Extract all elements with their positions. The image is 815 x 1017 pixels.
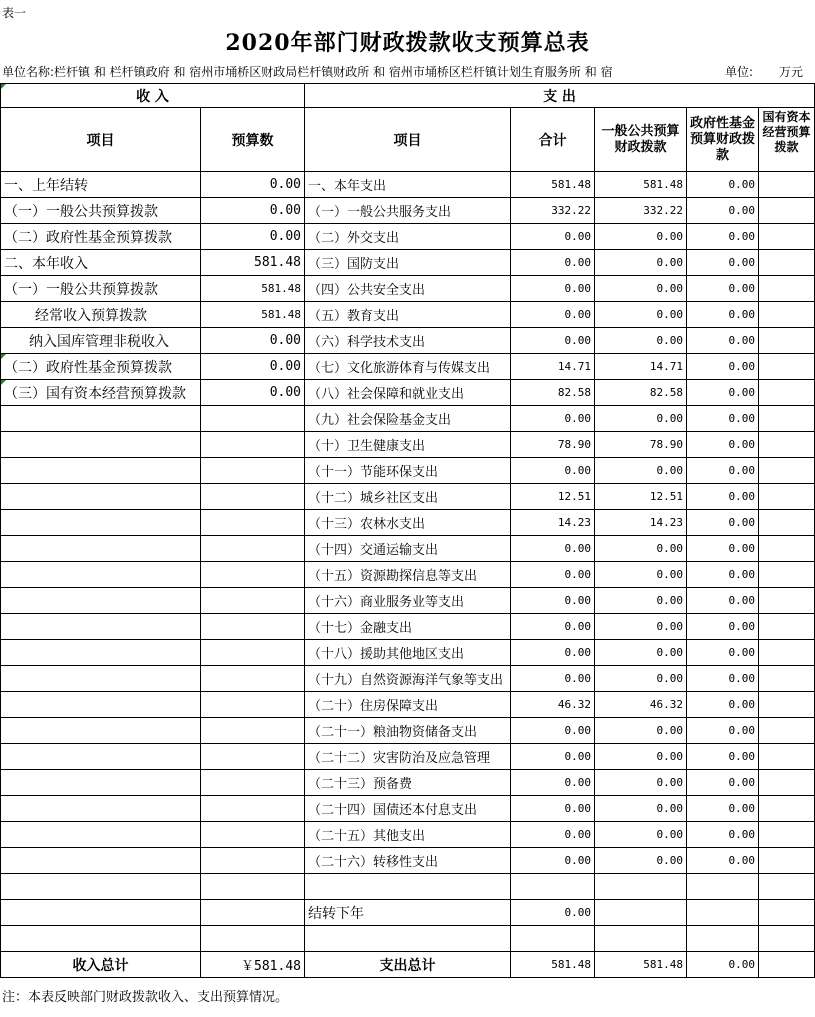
income-amount-cell: 0.00 (201, 328, 305, 354)
income-item-cell (1, 874, 201, 900)
state-capital-cell (759, 354, 815, 380)
general-budget-cell: 0.00 (595, 822, 687, 848)
state-capital-cell (759, 770, 815, 796)
income-item-cell (1, 926, 201, 952)
income-amount-cell (201, 510, 305, 536)
income-amount-cell (201, 692, 305, 718)
total-cell: 0.00 (511, 276, 595, 302)
general-budget-cell: 0.00 (595, 224, 687, 250)
total-cell: 12.51 (511, 484, 595, 510)
expense-item-cell: 结转下年 (305, 900, 511, 926)
table-row (1, 640, 815, 666)
expense-gov-fund-total-cell: 0.00 (687, 952, 759, 978)
expense-item-cell: （二十二）灾害防治及应急管理 (305, 744, 511, 770)
income-amount-cell (201, 848, 305, 874)
total-cell: 0.00 (511, 458, 595, 484)
gov-fund-cell: 0.00 (687, 770, 759, 796)
income-amount-cell: 0.00 (201, 380, 305, 406)
total-cell: 0.00 (511, 302, 595, 328)
general-budget-cell: 46.32 (595, 692, 687, 718)
table-row (1, 588, 815, 614)
state-capital-cell (759, 874, 815, 900)
expense-item-cell: （十一）节能环保支出 (305, 458, 511, 484)
income-item-cell (1, 432, 201, 458)
gov-fund-cell: 0.00 (687, 224, 759, 250)
income-amount-cell (201, 874, 305, 900)
income-amount-cell (201, 796, 305, 822)
general-budget-cell: 0.00 (595, 718, 687, 744)
general-budget-cell: 0.00 (595, 458, 687, 484)
income-item-cell (1, 458, 201, 484)
table-row (1, 198, 815, 224)
expense-item-cell: （六）科学技术支出 (305, 328, 511, 354)
general-budget-cell (595, 900, 687, 926)
state-capital-cell (759, 848, 815, 874)
state-capital-cell (759, 744, 815, 770)
income-total-value: ￥581.48 (201, 952, 305, 978)
state-capital-cell (759, 926, 815, 952)
income-amount-cell (201, 484, 305, 510)
income-amount-cell: 581.48 (201, 276, 305, 302)
total-cell (511, 926, 595, 952)
income-item-cell (1, 848, 201, 874)
gov-fund-cell: 0.00 (687, 848, 759, 874)
general-budget-cell: 0.00 (595, 666, 687, 692)
gov-fund-cell: 0.00 (687, 796, 759, 822)
budget-table-body (1, 84, 815, 978)
unit-names: 单位名称:栏杆镇 和 栏杆镇政府 和 宿州市埇桥区财政局栏杆镇财政所 和 宿州市埇桥区栏杆镇计划生育服务所 和 宿 (2, 65, 613, 79)
table-row (1, 744, 815, 770)
gov-fund-cell: 0.00 (687, 640, 759, 666)
unit-line (2, 63, 813, 80)
total-cell: 0.00 (511, 744, 595, 770)
state-capital-cell (759, 796, 815, 822)
expense-item-cell: （十六）商业服务业等支出 (305, 588, 511, 614)
income-item-header: 项目 (1, 108, 201, 172)
state-capital-cell (759, 614, 815, 640)
income-item-cell (1, 692, 201, 718)
table-row (1, 250, 815, 276)
gov-fund-cell: 0.00 (687, 172, 759, 198)
form-label: 表一 (2, 6, 27, 20)
income-item-cell (1, 588, 201, 614)
income-item-cell (1, 822, 201, 848)
table-row (1, 796, 815, 822)
expense-item-cell: （十八）援助其他地区支出 (305, 640, 511, 666)
table-row (1, 276, 815, 302)
income-amount-cell (201, 614, 305, 640)
income-item-cell: （二）政府性基金预算拨款 (1, 354, 201, 380)
table-row (1, 666, 815, 692)
income-item-cell (1, 484, 201, 510)
state-capital-cell (759, 328, 815, 354)
income-amount-cell: 581.48 (201, 250, 305, 276)
gov-fund-cell: 0.00 (687, 328, 759, 354)
income-item-cell (1, 770, 201, 796)
expense-item-cell: （十）卫生健康支出 (305, 432, 511, 458)
state-capital-cell (759, 432, 815, 458)
gov-fund-cell: 0.00 (687, 822, 759, 848)
expense-item-cell (305, 926, 511, 952)
page-title: 2020年部门财政拨款收支预算总表 (225, 30, 590, 56)
gov-fund-cell: 0.00 (687, 744, 759, 770)
total-cell: 0.00 (511, 250, 595, 276)
gov-fund-cell: 0.00 (687, 692, 759, 718)
expense-item-cell: （二）外交支出 (305, 224, 511, 250)
state-capital-cell (759, 536, 815, 562)
total-cell: 0.00 (511, 614, 595, 640)
general-budget-cell: 12.51 (595, 484, 687, 510)
expense-item-cell: （二十一）粮油物资储备支出 (305, 718, 511, 744)
gov-fund-cell: 0.00 (687, 562, 759, 588)
total-cell: 46.32 (511, 692, 595, 718)
state-capital-cell (759, 692, 815, 718)
column-header-row (1, 108, 815, 172)
income-group-header: 收 入 (1, 84, 305, 108)
expense-item-cell: （二十）住房保障支出 (305, 692, 511, 718)
table-row (1, 354, 815, 380)
expense-item-cell: （十七）金融支出 (305, 614, 511, 640)
income-item-cell: （一）一般公共预算拨款 (1, 276, 201, 302)
income-amount-cell (201, 536, 305, 562)
total-cell: 332.22 (511, 198, 595, 224)
general-budget-cell: 78.90 (595, 432, 687, 458)
income-item-cell (1, 900, 201, 926)
expense-item-cell: 一、本年支出 (305, 172, 511, 198)
income-item-cell: （三）国有资本经营预算拨款 (1, 380, 201, 406)
state-capital-cell (759, 718, 815, 744)
state-capital-cell (759, 588, 815, 614)
cell-marker (1, 354, 6, 359)
total-cell: 0.00 (511, 822, 595, 848)
income-item-cell (1, 536, 201, 562)
total-cell (511, 874, 595, 900)
income-amount-cell: 0.00 (201, 224, 305, 250)
gov-fund-cell: 0.00 (687, 432, 759, 458)
gov-fund-cell: 0.00 (687, 380, 759, 406)
table-row (1, 510, 815, 536)
expense-item-cell: （十四）交通运输支出 (305, 536, 511, 562)
income-item-cell (1, 744, 201, 770)
state-capital-cell (759, 302, 815, 328)
expense-general-total-cell: 581.48 (595, 952, 687, 978)
expense-item-cell: （十三）农林水支出 (305, 510, 511, 536)
table-row (1, 718, 815, 744)
general-budget-cell: 581.48 (595, 172, 687, 198)
income-item-cell: 纳入国库管理非税收入 (1, 328, 201, 354)
expense-item-cell: （十五）资源勘探信息等支出 (305, 562, 511, 588)
expense-total-label: 支出总计 (305, 952, 511, 978)
income-item-cell: 二、本年收入 (1, 250, 201, 276)
general-budget-cell: 0.00 (595, 744, 687, 770)
income-amount-cell: 0.00 (201, 172, 305, 198)
state-capital-cell (759, 198, 815, 224)
cell-marker (1, 84, 6, 89)
expense-state-capital-total-cell (759, 952, 815, 978)
income-item-cell (1, 640, 201, 666)
expense-item-cell: （二十五）其他支出 (305, 822, 511, 848)
general-budget-cell (595, 926, 687, 952)
state-capital-cell (759, 640, 815, 666)
table-row (1, 692, 815, 718)
income-amount-cell (201, 744, 305, 770)
income-item-cell: 一、上年结转 (1, 172, 201, 198)
total-cell: 0.00 (511, 718, 595, 744)
gov-fund-cell (687, 900, 759, 926)
income-budget-header: 预算数 (201, 108, 305, 172)
expense-item-cell: （一）一般公共服务支出 (305, 198, 511, 224)
total-cell: 0.00 (511, 328, 595, 354)
expense-item-cell: （二十三）预备费 (305, 770, 511, 796)
table-row (1, 536, 815, 562)
income-item-cell (1, 510, 201, 536)
general-budget-header: 一般公共预算财政拨款 (595, 108, 687, 172)
state-capital-cell (759, 172, 815, 198)
total-cell: 0.00 (511, 406, 595, 432)
gov-fund-cell: 0.00 (687, 718, 759, 744)
total-cell: 0.00 (511, 640, 595, 666)
gov-fund-cell: 0.00 (687, 536, 759, 562)
table-row (1, 562, 815, 588)
total-cell: 0.00 (511, 562, 595, 588)
gov-fund-cell: 0.00 (687, 484, 759, 510)
general-budget-cell: 0.00 (595, 406, 687, 432)
expense-item-cell: （九）社会保险基金支出 (305, 406, 511, 432)
gov-fund-cell: 0.00 (687, 250, 759, 276)
state-capital-cell (759, 380, 815, 406)
total-cell: 0.00 (511, 848, 595, 874)
footnote: 注：本表反映部门财政拨款收入、支出预算情况。 (2, 990, 289, 1005)
expense-total-cell: 581.48 (511, 952, 595, 978)
gov-fund-cell: 0.00 (687, 666, 759, 692)
table-row (1, 380, 815, 406)
general-budget-cell: 332.22 (595, 198, 687, 224)
income-amount-cell (201, 770, 305, 796)
table-row (1, 172, 815, 198)
income-item-cell: （一）一般公共预算拨款 (1, 198, 201, 224)
state-capital-cell (759, 250, 815, 276)
gov-fund-cell: 0.00 (687, 276, 759, 302)
general-budget-cell: 0.00 (595, 614, 687, 640)
table-row (1, 328, 815, 354)
total-cell: 0.00 (511, 900, 595, 926)
total-cell: 0.00 (511, 588, 595, 614)
gov-fund-cell: 0.00 (687, 354, 759, 380)
expense-item-header: 项目 (305, 108, 511, 172)
unit-label: 单位: (724, 65, 753, 79)
total-cell: 78.90 (511, 432, 595, 458)
group-header-row (1, 84, 815, 108)
income-item-cell (1, 614, 201, 640)
general-budget-cell: 0.00 (595, 848, 687, 874)
total-header: 合计 (511, 108, 595, 172)
state-capital-cell (759, 224, 815, 250)
table-row (1, 432, 815, 458)
total-cell: 0.00 (511, 536, 595, 562)
general-budget-cell: 0.00 (595, 250, 687, 276)
income-amount-cell (201, 666, 305, 692)
table-row (1, 406, 815, 432)
totals-row (1, 952, 815, 978)
table-row (1, 484, 815, 510)
expense-item-cell: （二十四）国债还本付息支出 (305, 796, 511, 822)
expense-item-cell: （十九）自然资源海洋气象等支出 (305, 666, 511, 692)
general-budget-cell (595, 874, 687, 900)
table-row (1, 900, 815, 926)
income-amount-cell (201, 926, 305, 952)
state-capital-cell (759, 276, 815, 302)
general-budget-cell: 0.00 (595, 640, 687, 666)
state-capital-cell (759, 666, 815, 692)
budget-table (0, 83, 815, 978)
state-capital-cell (759, 484, 815, 510)
general-budget-cell: 0.00 (595, 276, 687, 302)
income-amount-cell (201, 822, 305, 848)
income-item-cell (1, 796, 201, 822)
expense-item-cell: （二十六）转移性支出 (305, 848, 511, 874)
expense-group-header: 支 出 (305, 84, 815, 108)
gov-fund-cell (687, 874, 759, 900)
income-amount-cell (201, 562, 305, 588)
table-row (1, 822, 815, 848)
state-capital-header: 国有资本经营预算拨款 (759, 108, 815, 172)
total-cell: 0.00 (511, 666, 595, 692)
income-item-cell: （二）政府性基金预算拨款 (1, 224, 201, 250)
income-amount-cell (201, 900, 305, 926)
income-item-cell (1, 718, 201, 744)
expense-item-cell: （五）教育支出 (305, 302, 511, 328)
general-budget-cell: 0.00 (595, 770, 687, 796)
table-row (1, 770, 815, 796)
unit-value: 万元 (778, 65, 803, 79)
income-item-cell (1, 666, 201, 692)
income-amount-cell: 0.00 (201, 198, 305, 224)
gov-fund-cell: 0.00 (687, 406, 759, 432)
expense-item-cell: （四）公共安全支出 (305, 276, 511, 302)
table-row (1, 614, 815, 640)
total-cell: 14.71 (511, 354, 595, 380)
table-row (1, 224, 815, 250)
state-capital-cell (759, 458, 815, 484)
income-total-label: 收入总计 (1, 952, 201, 978)
total-cell: 0.00 (511, 224, 595, 250)
gov-fund-cell: 0.00 (687, 198, 759, 224)
cell-marker (1, 380, 6, 385)
general-budget-cell: 14.71 (595, 354, 687, 380)
table-row (1, 874, 815, 900)
table-row (1, 302, 815, 328)
expense-item-cell (305, 874, 511, 900)
income-item-cell: 经常收入预算拨款 (1, 302, 201, 328)
general-budget-cell: 0.00 (595, 536, 687, 562)
general-budget-cell: 0.00 (595, 328, 687, 354)
expense-item-cell: （十二）城乡社区支出 (305, 484, 511, 510)
general-budget-cell: 0.00 (595, 588, 687, 614)
income-amount-cell (201, 432, 305, 458)
general-budget-cell: 0.00 (595, 562, 687, 588)
income-amount-cell: 0.00 (201, 354, 305, 380)
expense-item-cell: （七）文化旅游体育与传媒支出 (305, 354, 511, 380)
general-budget-cell: 82.58 (595, 380, 687, 406)
state-capital-cell (759, 562, 815, 588)
table-row (1, 848, 815, 874)
total-cell: 0.00 (511, 770, 595, 796)
general-budget-cell: 0.00 (595, 796, 687, 822)
general-budget-cell: 0.00 (595, 302, 687, 328)
gov-fund-cell (687, 926, 759, 952)
general-budget-cell: 14.23 (595, 510, 687, 536)
gov-fund-cell: 0.00 (687, 614, 759, 640)
state-capital-cell (759, 900, 815, 926)
expense-item-cell: （三）国防支出 (305, 250, 511, 276)
state-capital-cell (759, 822, 815, 848)
gov-fund-cell: 0.00 (687, 458, 759, 484)
income-amount-cell (201, 458, 305, 484)
expense-item-cell: （八）社会保障和就业支出 (305, 380, 511, 406)
income-amount-cell (201, 640, 305, 666)
gov-fund-cell: 0.00 (687, 302, 759, 328)
gov-fund-cell: 0.00 (687, 588, 759, 614)
income-amount-cell (201, 588, 305, 614)
income-amount-cell: 581.48 (201, 302, 305, 328)
state-capital-cell (759, 510, 815, 536)
gov-fund-header: 政府性基金预算财政拨款 (687, 108, 759, 172)
income-amount-cell (201, 718, 305, 744)
state-capital-cell (759, 406, 815, 432)
total-cell: 14.23 (511, 510, 595, 536)
income-item-cell (1, 406, 201, 432)
income-item-cell (1, 562, 201, 588)
table-row (1, 926, 815, 952)
total-cell: 82.58 (511, 380, 595, 406)
total-cell: 581.48 (511, 172, 595, 198)
gov-fund-cell: 0.00 (687, 510, 759, 536)
table-row (1, 458, 815, 484)
income-amount-cell (201, 406, 305, 432)
total-cell: 0.00 (511, 796, 595, 822)
